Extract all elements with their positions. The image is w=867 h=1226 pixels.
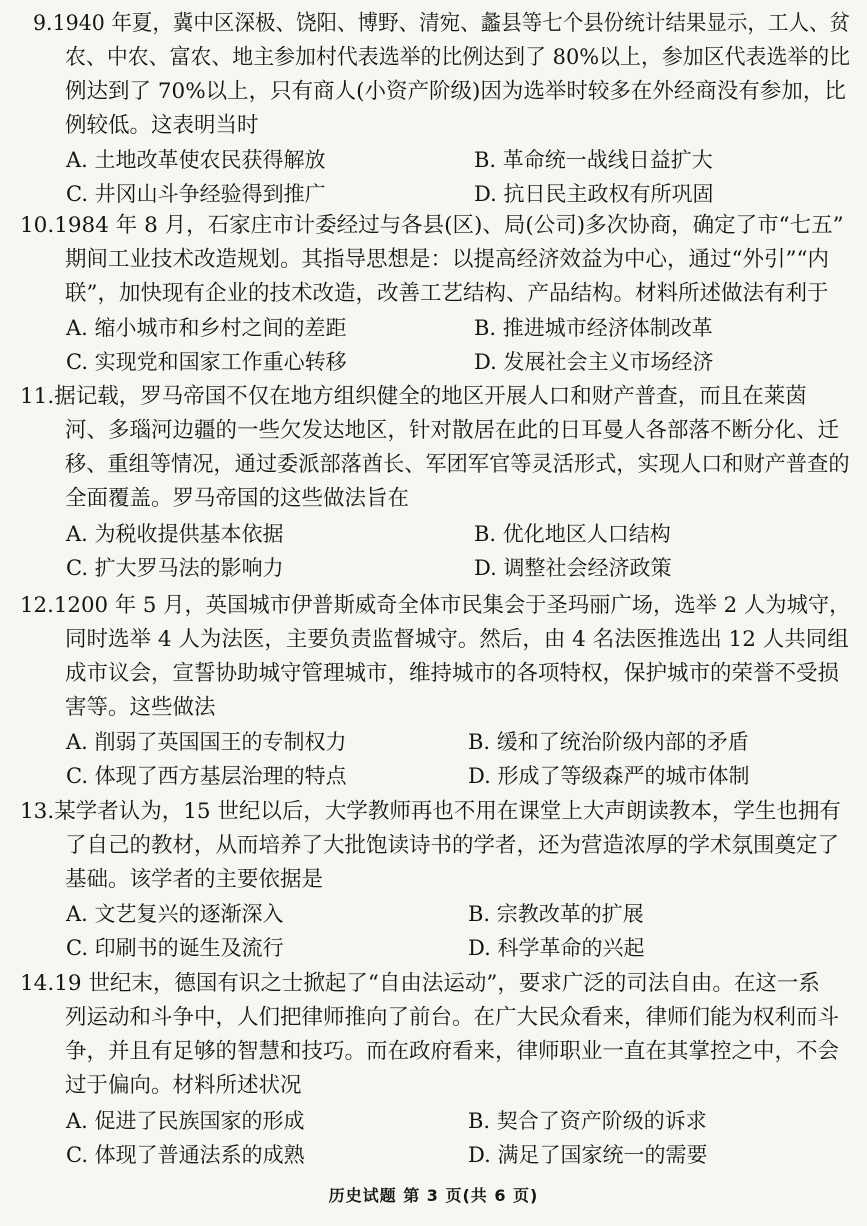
question-stem-line: 基础。该学者的主要依据是: [65, 867, 324, 892]
option-d[interactable]: D. 科学革命的兴起: [468, 936, 645, 960]
option-c[interactable]: C. 井冈山斗争经验得到推广: [66, 182, 326, 206]
question-stem-line: 河、多瑙河边疆的一些欠发达地区，针对散居在此的日耳曼人各部落不断分化、迁: [65, 418, 840, 443]
option-b[interactable]: B. 宗教改革的扩展: [468, 902, 644, 926]
option-a[interactable]: A. 土地改革使农民获得解放: [66, 148, 326, 172]
page-footer: 历史试题 第 3 页(共 6 页): [328, 1186, 539, 1205]
question-stem-line: 争，并且有足够的智慧和技巧。而在政府看来，律师职业一直在其掌控之中，不会: [65, 1039, 840, 1064]
option-a[interactable]: A. 为税收提供基本依据: [66, 522, 284, 546]
option-a[interactable]: A. 缩小城市和乡村之间的差距: [66, 316, 347, 340]
question-stem-line: 期间工业技术改造规划。其指导思想是：以提高经济效益为中心，通过“外引”“内: [65, 247, 829, 272]
question-stem-line: 成市议会，宣誓协助城守管理城市，维持城市的各项特权，保护城市的荣誉不受损: [65, 661, 840, 686]
question-stem-line: 例达到了 70%以上，只有商人(小资产阶级)因为选举时较多在外经商没有参加，比: [65, 79, 846, 104]
question-stem-line: 9.1940 年夏，冀中区深极、饶阳、博野、清宛、蠡县等七个县份统计结果显示，工人、贫: [33, 11, 851, 36]
option-c[interactable]: C. 体现了普通法系的成熟: [66, 1143, 305, 1167]
question-stem-line: 全面覆盖。罗马帝国的这些做法旨在: [65, 486, 410, 511]
question-stem-line: 移、重组等情况，通过委派部落酋长、军团军官等灵活形式，实现人口和财产普查的: [65, 452, 850, 477]
option-b[interactable]: B. 革命统一战线日益扩大: [474, 148, 713, 172]
option-b[interactable]: B. 优化地区人口结构: [474, 522, 671, 546]
option-d[interactable]: D. 发展社会主义市场经济: [474, 350, 714, 374]
option-a[interactable]: A. 削弱了英国国王的专制权力: [66, 730, 347, 754]
question-stem-line: 11.据记载，罗马帝国不仅在地方组织健全的地区开展人口和财产普查，而且在莱茵: [20, 384, 807, 409]
option-d[interactable]: D. 调整社会经济政策: [474, 556, 672, 580]
question-stem-line: 12.1200 年 5 月，英国城市伊普斯威奇全体市民集会于圣玛丽广场，选举 2 人为城守，: [20, 593, 851, 618]
option-d[interactable]: D. 形成了等级森严的城市体制: [468, 764, 750, 788]
question-stem-line: 列运动和斗争中，人们把律师推向了前台。在广大民众看来，律师们能为权利而斗: [65, 1005, 840, 1030]
question-stem-line: 害等。这些做法: [65, 695, 216, 720]
question-stem-line: 13.某学者认为，15 世纪以后，大学教师再也不用在课堂上大声朗读教本，学生也拥有: [20, 799, 841, 824]
option-c[interactable]: C. 扩大罗马法的影响力: [66, 556, 284, 580]
question-stem-line: 10.1984 年 8 月，石家庄市计委经过与各县(区)、局(公司)多次协商，确定了市“七五”: [20, 213, 844, 238]
option-c[interactable]: C. 体现了西方基层治理的特点: [66, 764, 347, 788]
option-a[interactable]: A. 文艺复兴的逐渐深入: [66, 902, 284, 926]
option-d[interactable]: D. 满足了国家统一的需要: [468, 1143, 708, 1167]
option-d[interactable]: D. 抗日民主政权有所巩固: [474, 182, 714, 206]
question-stem-line: 农、中农、富农、地主参加村代表选举的比例达到了 80%以上，参加区代表选举的比: [65, 45, 851, 70]
option-c[interactable]: C. 印刷书的诞生及流行: [66, 936, 284, 960]
question-stem-line: 联”，加快现有企业的技术改造，改善工艺结构、产品结构。材料所述做法有利于: [65, 281, 829, 306]
question-stem-line: 例较低。这表明当时: [65, 113, 259, 138]
question-stem-line: 过于偏向。材料所述状况: [65, 1073, 302, 1098]
question-stem-line: 14.19 世纪末，德国有识之士掀起了“自由法运动”，要求广泛的司法自由。在这一系: [20, 971, 820, 996]
option-b[interactable]: B. 缓和了统治阶级内部的矛盾: [468, 730, 749, 754]
option-b[interactable]: B. 契合了资产阶级的诉求: [468, 1109, 707, 1133]
option-c[interactable]: C. 实现党和国家工作重心转移: [66, 350, 347, 374]
option-b[interactable]: B. 推进城市经济体制改革: [474, 316, 713, 340]
question-stem-line: 了自己的教材，从而培养了大批饱读诗书的学者，还为营造浓厚的学术氛围奠定了: [65, 833, 840, 858]
question-stem-line: 同时选举 4 人为法医，主要负责监督城守。然后，由 4 名法医推选出 12 人共同组: [65, 627, 849, 652]
option-a[interactable]: A. 促进了民族国家的形成: [66, 1109, 305, 1133]
